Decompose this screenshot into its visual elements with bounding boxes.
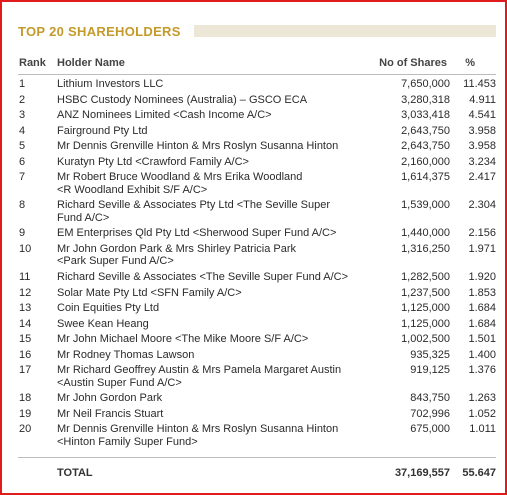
holder-name-cell	[57, 392, 392, 405]
header-no-of-shares: No of Shares	[379, 57, 447, 69]
percent-cell: 4.911	[469, 93, 496, 106]
rank-cell: 2	[19, 93, 26, 106]
title-decorative-bar	[194, 25, 496, 37]
shares-cell: 1,614,375	[401, 171, 450, 184]
header-holder-name: Holder Name	[57, 57, 125, 69]
rank-cell: 14	[19, 317, 32, 330]
table-row	[18, 302, 496, 315]
shares-cell: 3,033,418	[401, 109, 450, 122]
percent-cell: 3.958	[468, 140, 496, 153]
percent-cell: 11.453	[463, 78, 496, 90]
percent-cell: 2.417	[468, 171, 496, 184]
percent-cell: 1.501	[468, 333, 496, 346]
shares-cell: 935,325	[410, 348, 450, 361]
table-row	[18, 392, 496, 405]
holder-name-cell	[57, 302, 392, 315]
shares-cell: 1,539,000	[401, 199, 450, 212]
table-row	[18, 156, 496, 169]
shares-cell: 1,282,500	[401, 270, 450, 283]
header-percent: %	[465, 57, 475, 69]
shares-cell: 1,440,000	[401, 227, 450, 240]
rank-cell: 7	[19, 171, 26, 184]
percent-cell: 4.541	[468, 109, 496, 122]
holder-name-cell	[57, 423, 392, 448]
holder-name-cell	[57, 287, 392, 300]
table-row	[18, 408, 496, 421]
table-row	[18, 349, 496, 362]
percent-cell: 2.304	[468, 199, 496, 212]
holder-name-line: Mr Neil Francis Stuart	[57, 407, 164, 420]
percent-cell: 1.052	[468, 407, 496, 420]
rank-cell: 3	[19, 109, 26, 122]
holder-name-line: Richard Seville & Associates <The Seville Super Fund A/C>	[57, 270, 349, 283]
holder-name-line: <Austin Super Fund A/C>	[57, 376, 182, 389]
holder-name-line: Mr John Gordon Park	[57, 392, 163, 405]
percent-cell: 1.400	[468, 348, 496, 361]
rank-cell: 17	[19, 364, 32, 377]
shares-cell: 843,750	[410, 392, 450, 405]
holder-name-line: Mr Dennis Grenville Hinton & Mrs Roslyn Susanna Hinton	[57, 423, 339, 436]
holder-name-cell	[57, 271, 392, 284]
percent-cell: 1.920	[468, 270, 496, 283]
shares-cell: 1,316,250	[401, 242, 450, 255]
holder-name-line: Kuratyn Pty Ltd <Crawford Family A/C>	[57, 155, 249, 168]
holder-name-line: Lithium Investors LLC	[57, 78, 164, 90]
holder-name-line: Mr Rodney Thomas Lawson	[57, 348, 195, 361]
shares-cell: 1,237,500	[401, 286, 450, 299]
shares-cell: 7,650,000	[401, 78, 450, 90]
holder-name-cell	[57, 408, 392, 421]
rank-cell: 10	[19, 242, 32, 255]
holder-name-line: <Hinton Family Super Fund>	[57, 435, 198, 448]
holder-name-line: Fairground Pty Ltd	[57, 124, 148, 137]
percent-cell: 3.234	[468, 155, 496, 168]
rank-cell: 8	[19, 199, 26, 212]
rank-cell: 11	[19, 270, 31, 283]
rank-cell: 9	[19, 227, 26, 240]
rank-cell: 15	[19, 333, 32, 346]
holder-name-cell	[57, 78, 392, 91]
table-row	[18, 271, 496, 284]
shares-cell: 2,160,000	[401, 155, 450, 168]
percent-cell: 1.011	[469, 423, 496, 436]
shares-cell: 3,280,318	[401, 93, 450, 106]
table-row	[18, 140, 496, 153]
table-row	[18, 423, 496, 448]
rank-cell: 5	[19, 140, 26, 153]
total-percent: 55.647	[462, 467, 496, 479]
shares-cell: 2,643,750	[401, 124, 450, 137]
holder-name-cell	[57, 227, 392, 240]
shareholder-rows	[18, 78, 496, 451]
holder-name-cell	[57, 125, 392, 138]
shares-cell: 1,002,500	[401, 333, 450, 346]
title-row	[18, 24, 496, 40]
percent-cell: 1.376	[468, 364, 496, 377]
total-row	[18, 467, 496, 481]
holder-name-cell	[57, 156, 392, 169]
table-row	[18, 109, 496, 122]
holder-name-line: <Park Super Fund A/C>	[57, 255, 174, 268]
holder-name-cell	[57, 171, 392, 196]
rank-cell: 6	[19, 155, 26, 168]
holder-name-line: HSBC Custody Nominees (Australia) – GSCO ECA	[57, 93, 308, 106]
percent-cell: 3.958	[468, 124, 496, 137]
table-row	[18, 78, 496, 91]
rank-cell: 16	[19, 348, 32, 361]
holder-name-cell	[57, 94, 392, 107]
total-label: TOTAL	[57, 467, 93, 479]
percent-cell: 1.971	[468, 242, 496, 255]
holder-name-cell	[57, 318, 392, 331]
holder-name-cell	[57, 140, 392, 153]
holder-name-line: Solar Mate Pty Ltd <SFN Family A/C>	[57, 286, 242, 299]
holder-name-cell	[57, 349, 392, 362]
table-row	[18, 125, 496, 138]
holder-name-line: Richard Seville & Associates Pty Ltd <The Seville Super	[57, 199, 330, 212]
total-shares: 37,169,557	[394, 467, 450, 479]
table-row	[18, 94, 496, 107]
table-row	[18, 199, 496, 224]
percent-cell: 1.684	[468, 317, 496, 330]
holder-name-line: Fund A/C>	[57, 211, 110, 224]
holder-name-line: Mr Robert Bruce Woodland & Mrs Erika Woodland	[57, 171, 303, 184]
percent-cell: 1.684	[468, 302, 496, 315]
rank-cell: 1	[19, 78, 26, 90]
header-rank: Rank	[19, 57, 46, 69]
holder-name-line: <R Woodland Exhibit S/F A/C>	[57, 183, 208, 196]
holder-name-line: Coin Equities Pty Ltd	[57, 302, 160, 315]
shares-cell: 1,125,000	[401, 317, 450, 330]
total-divider	[18, 457, 496, 458]
shares-cell: 675,000	[410, 423, 450, 436]
table-row	[18, 287, 496, 300]
percent-cell: 1.853	[468, 286, 496, 299]
holder-name-cell	[57, 199, 392, 224]
holder-name-line: ANZ Nominees Limited <Cash Income A/C>	[57, 109, 272, 122]
holder-name-line: Mr Richard Geoffrey Austin & Mrs Pamela Margaret Austin	[57, 364, 342, 377]
header-divider	[18, 74, 496, 75]
percent-cell: 1.263	[468, 392, 496, 405]
rank-cell: 18	[19, 392, 32, 405]
holder-name-line: EM Enterprises Qld Pty Ltd <Sherwood Super Fund A/C>	[57, 227, 337, 240]
rank-cell: 19	[19, 407, 32, 420]
holder-name-line: Swee Kean Heang	[57, 317, 149, 330]
table-row	[18, 171, 496, 196]
holder-name-line: Mr Dennis Grenville Hinton & Mrs Roslyn Susanna Hinton	[57, 140, 339, 153]
holder-name-cell	[57, 109, 392, 122]
shares-cell: 919,125	[410, 364, 450, 377]
rank-cell: 20	[19, 423, 32, 436]
shares-cell: 2,643,750	[401, 140, 450, 153]
table-row	[18, 318, 496, 331]
table-row	[18, 364, 496, 389]
rank-cell: 12	[19, 286, 32, 299]
shares-cell: 1,125,000	[401, 302, 450, 315]
holder-name-cell	[57, 364, 392, 389]
table-header	[18, 57, 496, 71]
table-row	[18, 243, 496, 268]
table-row	[18, 227, 496, 240]
panel-title: TOP 20 SHAREHOLDERS	[18, 24, 181, 39]
holder-name-cell	[57, 243, 392, 268]
holder-name-line: Mr John Michael Moore <The Mike Moore S/F A/C>	[57, 333, 309, 346]
holder-name-line: Mr John Gordon Park & Mrs Shirley Patricia Park	[57, 242, 297, 255]
rank-cell: 4	[19, 124, 26, 137]
rank-cell: 13	[19, 302, 32, 315]
holder-name-cell	[57, 333, 392, 346]
shares-cell: 702,996	[410, 407, 450, 420]
table-row	[18, 333, 496, 346]
percent-cell: 2.156	[468, 227, 496, 240]
